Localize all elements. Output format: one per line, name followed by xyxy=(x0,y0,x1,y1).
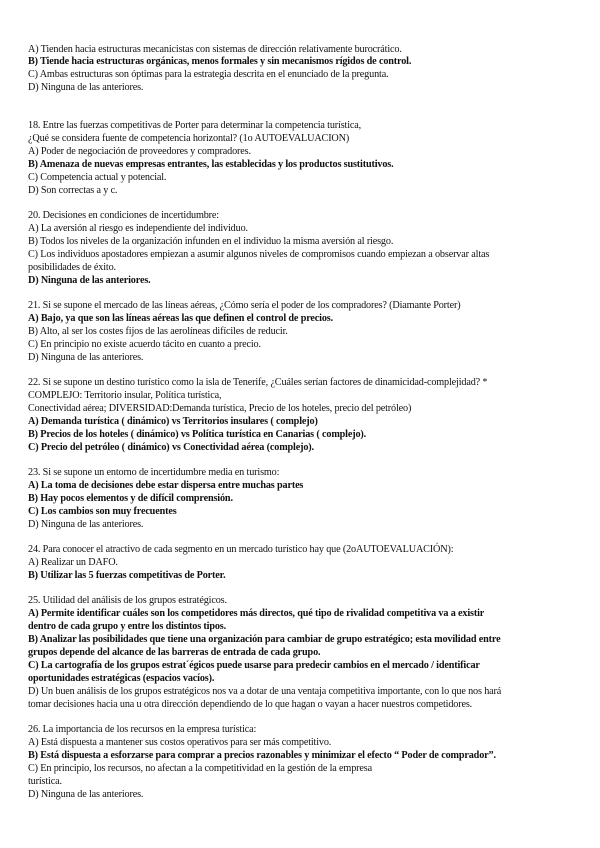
correct-answer-option: oportunidades estratégicas (espacios vacíos). xyxy=(28,673,215,684)
correct-answer-option: B) Utilizar las 5 fuerzas competitivas de Porter. xyxy=(28,570,226,581)
answer-option: D) Ninguna de las anteriores. xyxy=(28,82,144,93)
answer-option: D) Ninguna de las anteriores. xyxy=(28,789,144,800)
answer-option: A) Realizar un DAFO. xyxy=(28,557,118,568)
answer-option: C) Competencia actual y potencial. xyxy=(28,172,167,183)
correct-answer-option: A) Bajo, ya que son las líneas aéreas las que definen el control de precios. xyxy=(28,313,333,324)
answer-option: C) En principio, los recursos, no afectan a la competitividad en la gestión de la empresa xyxy=(28,763,372,774)
correct-answer-option: B) Analizar las posibilidades que tiene una organización para cambiar de grupo estratégico; esta movilidad entre xyxy=(28,634,501,645)
correct-answer-option: B) Amenaza de nuevas empresas entrantes, las establecidas y los productos sustitutivos. xyxy=(28,159,394,170)
correct-answer-option: B) Tiende hacia estructuras orgánicas, menos formales y sin mecanismos rígidos de control. xyxy=(28,56,412,67)
correct-answer-option: B) Hay pocos elementos y de difícil comprensión. xyxy=(28,493,233,504)
answer-option: tomar decisiones hacia una u otra dirección dependiendo de lo que hagan o vayan a hacer nuestros competidores. xyxy=(28,699,473,710)
answer-option: D) Son correctas a y c. xyxy=(28,185,118,196)
correct-answer-option: A) Permite identificar cuáles son los competidores más directos, qué tipo de rivalidad competitiva va a existir xyxy=(28,608,485,619)
question-text: 24. Para conocer el atractivo de cada segmento en un mercado turístico hay que (2oAUTOEVALUACIÓN): xyxy=(28,544,454,555)
correct-answer-option: D) Ninguna de las anteriores. xyxy=(28,275,151,286)
question-text: Conectividad aérea; DIVERSIDAD:Demanda turística, Precio de los hoteles, precio del petróleo) xyxy=(28,403,412,414)
question-text: 23. Si se supone un entorno de incertidumbre media en turismo: xyxy=(28,467,280,478)
correct-answer-option: dentro de cada grupo y entre los distintos tipos. xyxy=(28,621,227,632)
answer-option: D) Ninguna de las anteriores. xyxy=(28,352,144,363)
answer-option: A) La aversión al riesgo es independiente del individuo. xyxy=(28,223,248,234)
answer-option: C) Los individuos apostadores empiezan a asumir algunos niveles de compromisos cuando empiezan a observar altas xyxy=(28,249,490,260)
answer-option: B) Todos los niveles de la organización infunden en el individuo la misma aversión al riesgo. xyxy=(28,236,394,247)
correct-answer-option: C) Los cambios son muy frecuentes xyxy=(28,506,177,517)
answer-option: B) Alto, al ser los costes fijos de las aerolíneas difíciles de reducir. xyxy=(28,326,288,337)
question-text: 20. Decisiones en condiciones de incertidumbre: xyxy=(28,210,219,221)
answer-option: posibilidades de éxito. xyxy=(28,262,116,273)
correct-answer-option: B) Está dispuesta a esforzarse para comprar a precios razonables y minimizar el efecto “ Poder de comprador”. xyxy=(28,750,496,761)
answer-option: D) Ninguna de las anteriores. xyxy=(28,519,144,530)
correct-answer-option: grupos depende del alcance de las barreras de entrada de cada grupo. xyxy=(28,647,321,658)
question-text: ¿Qué se considera fuente de competencia horizontal? (1o AUTOEVALUACION) xyxy=(28,133,350,144)
answer-option: A) Poder de negociación de proveedores y compradores. xyxy=(28,146,251,157)
question-text: 26. La importancia de los recursos en la empresa turística: xyxy=(28,724,257,735)
correct-answer-option: A) La toma de decisiones debe estar dispersa entre muchas partes xyxy=(28,480,304,491)
answer-option: C) Ambas estructuras son óptimas para la estrategia descrita en el enunciado de la pregunta. xyxy=(28,69,389,80)
answer-option: A) Tienden hacia estructuras mecanicistas con sistemas de dirección relativamente burocrático. xyxy=(28,44,402,55)
correct-answer-option: C) Precio del petróleo ( dinámico) vs Conectividad aérea (complejo). xyxy=(28,442,314,453)
correct-answer-option: C) La cartografía de los grupos estrat´égicos puede usarse para predecir cambios en el mercado / identificar xyxy=(28,660,480,671)
question-text: 25. Utilidad del análisis de los grupos estratégicos. xyxy=(28,595,227,606)
correct-answer-option: A) Demanda turística ( dinámico) vs Territorios insulares ( complejo) xyxy=(28,416,318,427)
question-text: 22. Si se supone un destino turístico como la isla de Tenerife, ¿Cuáles serían factores de dinamicidad-complejidad? * xyxy=(28,377,488,388)
question-text: 18. Entre las fuerzas competitivas de Porter para determinar la competencia turística, xyxy=(28,120,362,131)
answer-option: D) Un buen análisis de los grupos estratégicos nos va a dotar de una ventaja competitiva importante, con lo que nos hará xyxy=(28,686,502,697)
answer-option: C) En principio no existe acuerdo tácito en cuanto a precio. xyxy=(28,339,261,350)
answer-option: turística. xyxy=(28,776,62,787)
correct-answer-option: B) Precios de los hoteles ( dinámico) vs Política turística en Canarias ( complejo). xyxy=(28,429,367,440)
answer-option: A) Está dispuesta a mantener sus costos operativos para ser más competitivo. xyxy=(28,737,332,748)
question-text: 21. Si se supone el mercado de las líneas aéreas, ¿Cómo sería el poder de los compradores? (Diamante Porter) xyxy=(28,300,461,311)
question-text: COMPLEJO: Territorio insular, Política turística, xyxy=(28,390,222,401)
